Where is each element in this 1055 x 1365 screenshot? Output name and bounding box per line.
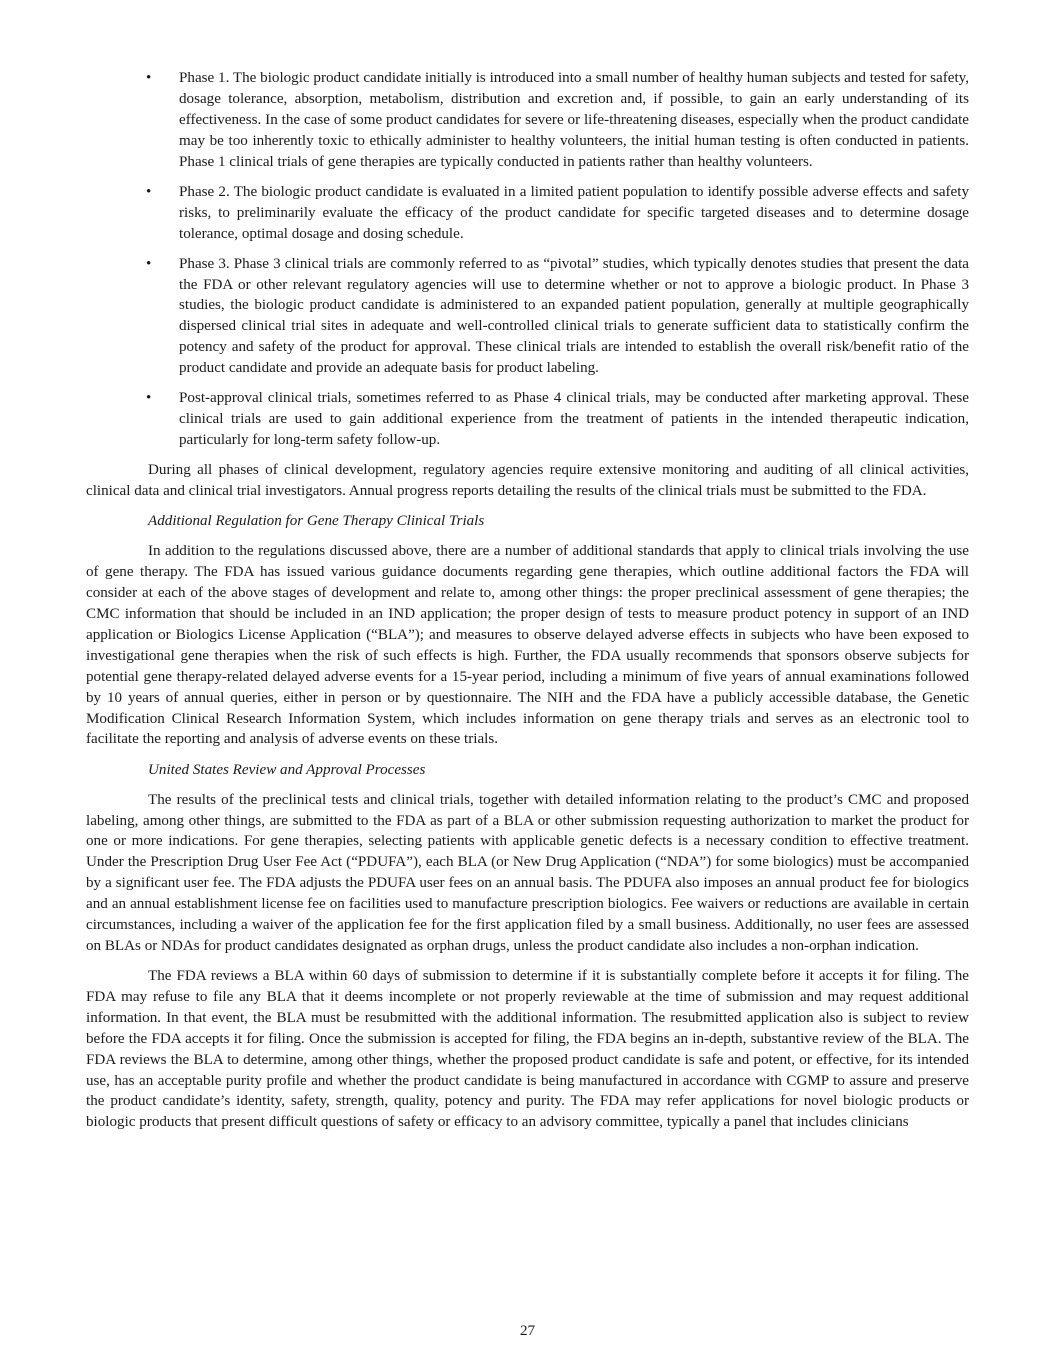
- bullet-text: Phase 3. Phase 3 clinical trials are commonly referred to as “pivotal” studies, which typically denotes studies that present the data the FDA or other relevant regulatory agencies will use to determine whether or not to approve a biologic product. In Phase 3 studies, the biologic product candidate is administered to an expanded patient population, generally at multiple geographically dispersed clinical trial sites in adequate and well-controlled clinical trials to generate sufficient data to statistically confirm the potency and safety of the product for approval. These clinical trials are intended to establish the overall risk/benefit ratio of the product candidate and provide an adequate basis for product labeling.: [179, 255, 969, 377]
- bullet-text: Phase 1. The biologic product candidate initially is introduced into a small number of healthy human subjects and tested for safety, dosage tolerance, absorption, metabolism, distribution and excretion and, if possible, to gain an early understanding of its effectiveness. In the case of some product candidates for severe or life-threatening diseases, especially when the product candidate may be too inherently toxic to ethically administer to healthy volunteers, the initial human testing is often conducted in patients. Phase 1 clinical trials of gene therapies are typically conducted in patients rather than healthy volunteers.: [179, 70, 969, 170]
- heading-us-review: United States Review and Approval Processes: [148, 761, 426, 778]
- document-page: [86, 68, 969, 1142]
- heading-gene-therapy: Additional Regulation for Gene Therapy Clinical Trials: [148, 513, 485, 530]
- page-number: 27: [519, 1323, 536, 1339]
- bullet-phase-1: [146, 68, 969, 173]
- bullet-text: Post-approval clinical trials, sometimes referred to as Phase 4 clinical trials, may be conducted after marketing approval. These clinical trials are used to gain additional experience from the treatment of patients in the intended therapeutic indication, particularly for long-term safety follow-up.: [179, 390, 969, 449]
- bullet-phase-3: [146, 254, 969, 379]
- bullet-mark: •: [146, 183, 152, 200]
- paragraph-gene-therapy: In addition to the regulations discussed above, there are a number of additional standards that apply to clinical trials involving the use of gene therapy. The FDA has issued various guidance documents regarding gene therapies, which outline additional factors the FDA will consider at each of the above stages of development and relate to, among other things: the proper preclinical assessment of gene therapies; the CMC information that should be included in an IND application; the proper design of tests to measure product potency in support of an IND application or Biologics License Application (“BLA”); and measures to observe delayed adverse effects in subjects who have been exposed to investigational gene therapies when the risk of such effects is high. Further, the FDA usually recommends that sponsors observe subjects for potential gene therapy-related delayed adverse events for a 15-year period, including a minimum of five years of annual examinations followed by 10 years of annual queries, either in person or by questionnaire. The NIH and the FDA have a publicly accessible database, the Genetic Modification Clinical Research Information System, which includes information on gene therapy trials and serves as an electronic tool to facilitate the reporting and analysis of adverse events on these trials.: [86, 543, 969, 748]
- paragraph-results: The results of the preclinical tests and clinical trials, together with detailed information relating to the product’s CMC and proposed labeling, among other things, are submitted to the FDA as part of a BLA or other submission requesting authorization to market the product for one or more indications. For gene therapies, selecting patients with applicable genetic defects is a necessary condition to effective treatment. Under the Prescription Drug User Fee Act (“PDUFA”), each BLA (or New Drug Application (“NDA”) for some biologics) must be accompanied by a significant user fee. The FDA adjusts the PDUFA user fees on an annual basis. The PDUFA also imposes an annual product fee for biologics and an annual establishment license fee on facilities used to manufacture prescription biologics. Fee waivers or reductions are available in certain circumstances, including a waiver of the application fee for the first application filed by a small business. Additionally, no user fees are assessed on BLAs or NDAs for product candidates designated as orphan drugs, unless the product candidate also includes a non-orphan indication.: [86, 791, 969, 954]
- paragraph-monitoring: During all phases of clinical development, regulatory agencies require extensive monitoring and auditing of all clinical activities, clinical data and clinical trial investigators. Annual progress reports detailing the results of the clinical trials must be submitted to the FDA.: [86, 462, 969, 500]
- bullet-post-approval: [146, 388, 969, 451]
- bullet-mark: •: [146, 70, 152, 86]
- phase-bullet-list: [86, 68, 969, 451]
- bullet-mark: •: [146, 255, 152, 272]
- bullet-text: Phase 2. The biologic product candidate is evaluated in a limited patient population to identify possible adverse effects and safety risks, to preliminarily evaluate the efficacy of the product candidate for specific targeted diseases and to determine dosage tolerance, optimal dosage and dosing schedule.: [179, 183, 969, 242]
- paragraph-fda-review: The FDA reviews a BLA within 60 days of submission to determine if it is substantially complete before it accepts it for filing. The FDA may refuse to file any BLA that it deems incomplete or not properly reviewable at the time of submission and may request additional information. In that event, the BLA must be resubmitted with the additional information. The resubmitted application also is subject to review before the FDA accepts it for filing. Once the submission is accepted for filing, the FDA begins an in-depth, substantive review of the BLA. The FDA reviews the BLA to determine, among other things, whether the proposed product candidate is safe and potent, or effective, for its intended use, has an acceptable purity profile and whether the product candidate is being manufactured in accordance with CGMP to assure and preserve the product candidate’s identity, safety, strength, quality, potency and purity. The FDA may refer applications for novel biologic products or biologic products that present difficult questions of safety or efficacy to an advisory committee, typically a panel that includes clinicians: [86, 968, 969, 1131]
- bullet-phase-2: [146, 182, 969, 245]
- bullet-mark: •: [146, 390, 152, 407]
